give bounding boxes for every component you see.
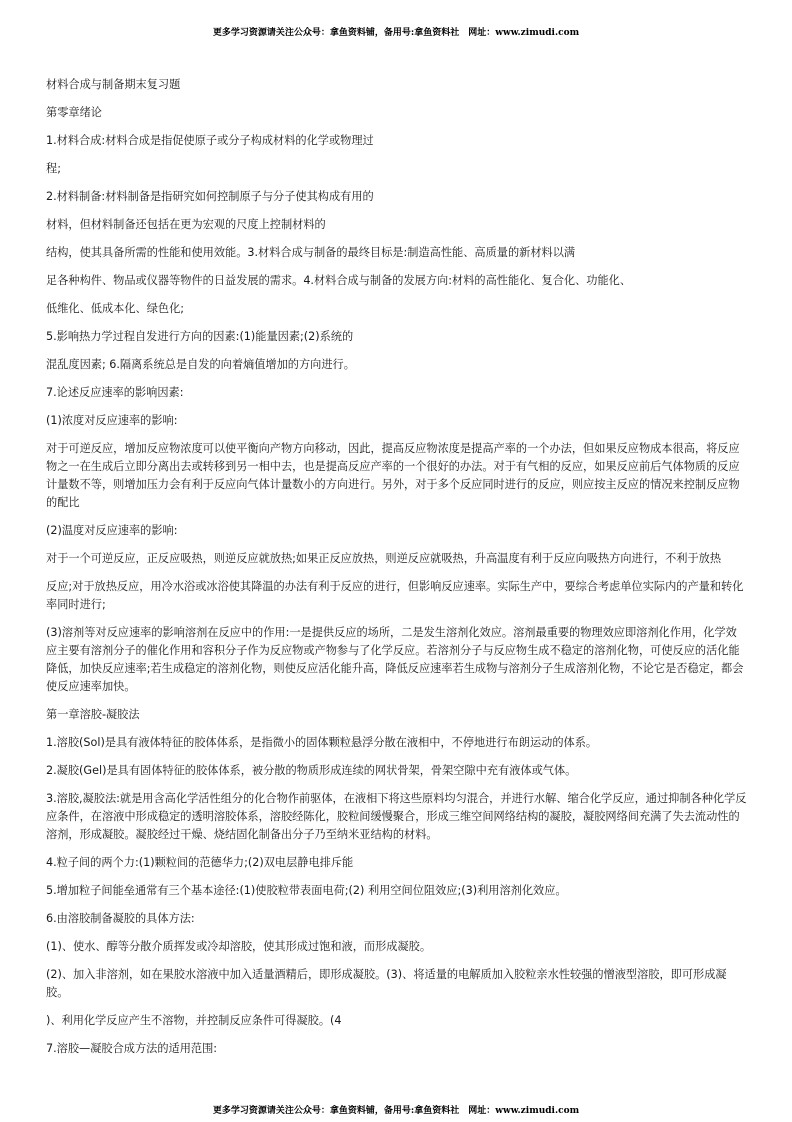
paragraph: 结构，使其具备所需的性能和使用效能。3.材料合成与制备的最终目标是:制造高性能、高质量的新材料以满 [46, 246, 576, 259]
footer-banner: 更多学习资源请关注公众号：拿鱼资料铺，备用号:拿鱼资料社 网址：www.zimudi.com [212, 1106, 580, 1116]
chapter-heading: 第零章绪论 [46, 106, 102, 119]
paragraph: 足各种构件、物品或仪器等物件的日益发展的需求。4.材料合成与制备的发展方向:材料的高性能化、复合化、功能化、 [46, 274, 632, 287]
paragraph: 5.增加粒子间能垒通常有三个基本途径:(1)使胶粒带表面电荷;(2) 利用空间位阻效应;(3)利用溶剂化效应。 [46, 884, 567, 897]
paragraph: (1)、使水、醇等分散介质挥发或冷却溶胶，使其形成过饱和液，而形成凝胶。 [46, 940, 432, 953]
paragraph: 1.材料合成:材料合成是指促使原子或分子构成材料的化学或物理过 [46, 134, 374, 147]
paragraph: 2.凝胶(Gel)是具有固体特征的胶体体系，被分散的物质形成连续的网状骨架，骨架空隙中充有液体或气体。 [46, 764, 577, 777]
paragraph: )、利用化学反应产生不溶物，并控制反应条件可得凝胶。(4 [46, 1014, 342, 1027]
chapter-heading: 第一章溶胶-凝胶法 [46, 708, 140, 721]
paragraph: 3.溶胶,凝胶法:就是用含高化学活性组分的化合物作前驱体，在液相下将这些原料均匀混合，并进行水解、缩合化学反应，通过抑制各种化学反应条件，在溶液中形成稳定的透明溶胶体系，溶胶经陈化，胶粒间缓慢聚合，形成三维空间网络结构的凝胶，凝胶网络间充满了失去流动性的溶剂，形成凝胶。凝胶经过干燥、烧结固化制备出分子乃至纳米亚结构的材料。 [46, 792, 747, 841]
document-body [46, 76, 748, 1068]
paragraph: 对于可逆反应，增加反应物浓度可以使平衡向产物方向移动，因此，提高反应物浓度是提高产率的一个办法，但如果反应物成本很高，将反应物之一在生成后立即分离出去或转移到另一相中去，也是提高反应产率的一个很好的办法。对于有气相的反应，如果反应前后气体物质的反应计量数不等，则增加压力会有利于反应向气体计量数小的方向进行。另外，对于多个反应同时进行的反应，则应按主反应的情况来控制反应物的配比 [46, 442, 740, 509]
paragraph: 程; [46, 162, 61, 175]
paragraph: 1.溶胶(Sol)是具有液体特征的胶体体系，是指微小的固体颗粒悬浮分散在液相中，不停地进行布朗运动的体系。 [46, 736, 598, 749]
paragraph: 6.由溶胶制备凝胶的具体方法: [46, 912, 195, 925]
paragraph: 7.论述反应速率的影响因素: [46, 386, 184, 399]
paragraph: 7.溶胶—凝胶合成方法的适用范围: [46, 1042, 218, 1055]
paragraph: (2)、加入非溶剂，如在果胶水溶液中加入适量酒精后，即形成凝胶。(3)、将适量的电解质加入胶粒亲水性较强的憎液型溶胶，即可形成凝胶。 [46, 968, 727, 999]
paragraph: 反应;对于放热反应，用冷水浴或冰浴使其降温的办法有利于反应的进行，但影响反应速率。实际生产中，要综合考虑单位实际内的产量和转化率同时进行; [46, 580, 744, 611]
paragraph: 4.粒子间的两个力:(1)颗粒间的范德华力;(2)双电层静电排斥能 [46, 856, 354, 869]
paragraph: 对于一个可逆反应，正反应吸热，则逆反应就放热;如果正反应放热，则逆反应就吸热，升高温度有利于反应向吸热方向进行，不利于放热 [46, 552, 722, 565]
paragraph: 低维化、低成本化、绿色化; [46, 302, 185, 315]
doc-title: 材料合成与制备期末复习题 [46, 78, 181, 91]
paragraph: (2)温度对反应速率的影响: [46, 524, 178, 537]
paragraph: 混乱度因素; 6.隔离系统总是自发的向着熵值增加的方向进行。 [46, 358, 355, 371]
paragraph: (1)浓度对反应速率的影响: [46, 414, 178, 427]
paragraph: 材料，但材料制备还包括在更为宏观的尺度上控制材料的 [46, 218, 326, 231]
header-banner: 更多学习资源请关注公众号：拿鱼资料铺，备用号:拿鱼资料社 网址：www.zimudi.com [212, 28, 580, 38]
paragraph: 2.材料制备:材料制备是指研究如何控制原子与分子使其构成有用的 [46, 190, 374, 203]
paragraph: (3)溶剂等对反应速率的影响溶剂在反应中的作用:一是提供反应的场所，二是发生溶剂化效应。溶剂最重要的物理效应即溶剂化作用，化学效应主要有溶剂分子的催化作用和容积分子作为反应物或产物参与了化学反应。若溶剂分子与反应物生成不稳定的溶剂化物，可使反应的活化能降低，加快反应速率;若生成稳定的溶剂化物，则使反应活化能升高，降低反应速率若生成物与溶剂分子生成溶剂化物，不论它是否稳定，都会使反应速率加快。 [46, 626, 744, 693]
paragraph: 5.影响热力学过程自发进行方向的因素:(1)能量因素;(2)系统的 [46, 330, 354, 343]
